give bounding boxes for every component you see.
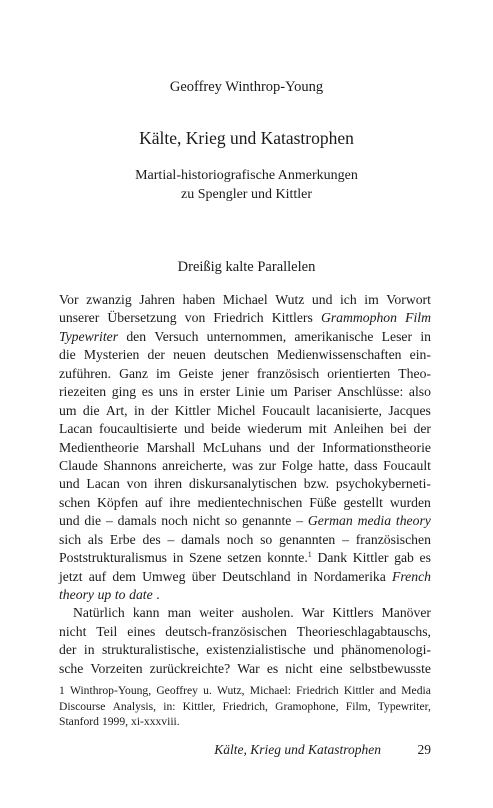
word: Vorzeiten bbox=[90, 660, 143, 676]
word: neuen bbox=[173, 347, 206, 363]
word: der bbox=[59, 642, 77, 658]
word: Übersetzung bbox=[107, 310, 177, 326]
word: Folge bbox=[281, 457, 313, 473]
word: weiter bbox=[199, 605, 234, 621]
word: über bbox=[191, 568, 216, 584]
body-line bbox=[59, 660, 431, 678]
footnote-line bbox=[59, 683, 431, 699]
word: mit bbox=[308, 421, 327, 437]
word: Pariser bbox=[293, 384, 332, 400]
word: Geiste bbox=[178, 365, 214, 381]
word: haben bbox=[182, 292, 216, 307]
footnote-line bbox=[59, 714, 431, 730]
word: up bbox=[97, 587, 112, 602]
word: es bbox=[141, 384, 154, 400]
word: so bbox=[224, 513, 238, 529]
body-line bbox=[59, 365, 431, 383]
word: Teil bbox=[96, 623, 118, 639]
footnote-word: Discourse bbox=[59, 699, 106, 713]
word: wurden bbox=[389, 494, 431, 510]
word: French bbox=[391, 568, 431, 584]
word: nicht bbox=[285, 660, 313, 676]
word: gab bbox=[394, 550, 414, 566]
word: es bbox=[266, 660, 279, 676]
word: und bbox=[59, 513, 80, 529]
word: um bbox=[59, 402, 77, 418]
word: – bbox=[105, 513, 113, 529]
word: Lacan bbox=[86, 476, 120, 492]
body-line bbox=[59, 623, 431, 641]
word: nicht bbox=[192, 513, 221, 529]
word: noch bbox=[161, 513, 188, 529]
word: in bbox=[172, 550, 184, 566]
footnote-word: Michael: bbox=[249, 684, 291, 697]
word: in bbox=[83, 642, 95, 658]
word: den bbox=[126, 328, 147, 344]
word: anreicherte, bbox=[162, 457, 227, 473]
footnote-word: Wutz, bbox=[217, 684, 245, 697]
footnote-line bbox=[59, 699, 431, 715]
chapter-subtitle bbox=[0, 166, 493, 204]
word: Medientheorie bbox=[59, 439, 139, 455]
word: medientechnischen bbox=[197, 494, 303, 510]
word: zuführen. bbox=[59, 365, 112, 381]
word: die bbox=[59, 347, 76, 363]
word: Grammophon bbox=[320, 310, 397, 326]
word: Erbe bbox=[109, 531, 136, 547]
word: deutschen bbox=[213, 347, 269, 363]
body-line bbox=[59, 549, 431, 567]
word: uns bbox=[158, 384, 178, 400]
word: Umweg bbox=[142, 568, 186, 584]
word: in bbox=[133, 402, 145, 418]
word: Typewriter bbox=[59, 328, 119, 344]
word: Medienwissenschaften bbox=[276, 347, 402, 363]
word: Shannons bbox=[103, 457, 157, 473]
body-line bbox=[59, 512, 431, 530]
word: psychokyberneti- bbox=[335, 476, 431, 492]
word: Szene bbox=[188, 550, 222, 566]
word: Kittler bbox=[174, 402, 211, 418]
word: des bbox=[142, 531, 161, 547]
word: Vor bbox=[59, 292, 79, 307]
body-line bbox=[59, 402, 431, 420]
word: dass bbox=[353, 457, 378, 473]
word: Michael bbox=[222, 292, 268, 307]
word: nicht bbox=[59, 623, 87, 639]
word: in bbox=[183, 384, 195, 400]
word: strukturalistische, bbox=[101, 642, 199, 658]
word: ausholen. bbox=[241, 605, 294, 621]
body-line bbox=[59, 420, 431, 438]
word: dem bbox=[112, 568, 136, 584]
word: setzen bbox=[227, 550, 262, 566]
word: Anschlüsse: bbox=[337, 384, 404, 400]
word: die bbox=[82, 402, 100, 418]
word: der bbox=[297, 439, 315, 455]
word: der bbox=[147, 347, 165, 363]
word: Dank bbox=[317, 550, 348, 566]
word: um bbox=[270, 384, 288, 400]
word: media bbox=[357, 513, 392, 529]
word: also bbox=[408, 384, 431, 400]
body-line bbox=[59, 494, 431, 512]
word: lacanisierte, bbox=[316, 402, 382, 418]
word: zwanzig bbox=[86, 292, 132, 307]
word: der bbox=[150, 402, 169, 418]
word: ging bbox=[111, 384, 137, 400]
word: der bbox=[413, 421, 431, 437]
word: theory bbox=[395, 513, 431, 529]
subtitle-line: zu Spengler und Kittler bbox=[180, 187, 313, 202]
word: es bbox=[419, 550, 431, 566]
footnote-word: in: bbox=[163, 699, 176, 713]
word: ihre bbox=[169, 494, 191, 510]
word: – bbox=[296, 513, 304, 529]
word: französischen bbox=[355, 531, 431, 547]
word: Wutz bbox=[275, 292, 305, 307]
word: beide bbox=[211, 421, 241, 437]
body-line bbox=[59, 328, 431, 346]
footnote-word: Geoffrey bbox=[156, 684, 198, 697]
body-line bbox=[59, 531, 431, 549]
word: Versuch bbox=[154, 328, 199, 344]
footnote-word: Film, bbox=[345, 699, 371, 713]
footnote-word: u. bbox=[203, 684, 212, 697]
word: Ganz bbox=[119, 365, 148, 381]
body-text bbox=[59, 291, 431, 678]
word: zurückreichte? bbox=[149, 660, 231, 676]
word: Film bbox=[405, 310, 431, 326]
footnote-ref: 1 bbox=[307, 550, 312, 560]
word: Poststrukturalismus bbox=[59, 550, 167, 566]
word: Friedrich bbox=[213, 310, 264, 326]
word: ihren bbox=[153, 476, 183, 492]
word: Köpfen bbox=[97, 494, 139, 510]
footnote-word: 1 bbox=[59, 684, 65, 697]
word: Kittlers bbox=[332, 605, 374, 621]
word: und bbox=[313, 642, 334, 658]
word: McLuhans bbox=[202, 439, 262, 455]
footnote bbox=[59, 683, 431, 730]
word: – bbox=[342, 531, 349, 547]
word: . bbox=[156, 587, 160, 602]
word: Deutschland bbox=[222, 568, 291, 584]
word: Lacan bbox=[59, 421, 93, 437]
word: als bbox=[87, 531, 104, 547]
word: Art, bbox=[105, 402, 128, 418]
footnote-word: Gramophone, bbox=[275, 699, 339, 713]
word: Leser bbox=[381, 328, 413, 344]
word: französisch bbox=[256, 365, 320, 381]
chapter-title: Kälte, Krieg und Katastrophen bbox=[139, 128, 354, 148]
subtitle-line: Martial-historiografische Anmerkungen bbox=[135, 168, 358, 183]
body-line bbox=[59, 346, 431, 364]
body-line bbox=[59, 641, 431, 659]
footnote-word: Analysis, bbox=[112, 699, 157, 713]
word: im bbox=[156, 365, 171, 381]
word: hatte, bbox=[318, 457, 349, 473]
word: jetzt bbox=[59, 568, 83, 584]
body-line bbox=[59, 383, 431, 401]
word: jener bbox=[221, 365, 249, 381]
word: auf bbox=[88, 568, 107, 584]
word: Manöver bbox=[381, 605, 431, 621]
word: in bbox=[296, 568, 308, 584]
word: riezeiten bbox=[59, 384, 107, 400]
word: diskursanalytischen bbox=[188, 476, 297, 492]
body-line bbox=[59, 475, 431, 493]
section-heading: Dreißig kalte Parallelen bbox=[177, 259, 316, 275]
footnote-word: Friedrich, bbox=[222, 699, 268, 713]
word: auf bbox=[144, 494, 163, 510]
footnote-word: Friedrich bbox=[296, 684, 339, 697]
word: im bbox=[364, 292, 379, 307]
word: ich bbox=[339, 292, 357, 307]
word: Kittlers bbox=[271, 310, 313, 326]
footnote-word: Stanford bbox=[59, 715, 99, 728]
word: foucaultisierte bbox=[99, 421, 178, 437]
word: bzw. bbox=[303, 476, 330, 492]
word: schen bbox=[59, 494, 91, 510]
word: ein- bbox=[409, 347, 431, 363]
word: Vorwort bbox=[386, 292, 431, 307]
word: Anleihen bbox=[333, 421, 384, 437]
word: Füße bbox=[309, 494, 337, 510]
word: genannten bbox=[279, 531, 336, 547]
word: selbstbewusste bbox=[349, 660, 431, 676]
word: was bbox=[231, 457, 254, 473]
footnote-word: Winthrop-Young, bbox=[69, 684, 152, 697]
word: Claude bbox=[59, 457, 98, 473]
footnote-word: Typewriter, bbox=[377, 699, 431, 713]
word: Jahren bbox=[139, 292, 175, 307]
word: Theorieschlagabtauschs, bbox=[296, 623, 431, 639]
word: in bbox=[420, 328, 431, 344]
word: man bbox=[167, 605, 192, 621]
word: Natürlich bbox=[73, 605, 125, 621]
word: Mysterien bbox=[83, 347, 140, 363]
word: wiederum bbox=[247, 421, 302, 437]
word: Foucault bbox=[261, 402, 310, 418]
word: und bbox=[183, 421, 205, 437]
word: orientierten bbox=[327, 365, 391, 381]
word: zur bbox=[258, 457, 277, 473]
word: Michel bbox=[216, 402, 256, 418]
footnote-word: Kittler, bbox=[182, 699, 216, 713]
word: gestellt bbox=[343, 494, 383, 510]
word: und bbox=[59, 476, 80, 492]
word: Kittler bbox=[352, 550, 389, 566]
word: Marshall bbox=[146, 439, 196, 455]
word: date bbox=[129, 587, 153, 602]
word: damals bbox=[181, 531, 220, 547]
footnote-word: 1999, bbox=[101, 715, 129, 728]
word: Foucault bbox=[383, 457, 431, 473]
word: und bbox=[268, 439, 290, 455]
word: von bbox=[184, 310, 206, 326]
word: eines bbox=[127, 623, 156, 639]
body-line bbox=[59, 457, 431, 475]
word: konnte.$^1$ bbox=[267, 550, 312, 566]
word: sche bbox=[59, 660, 84, 676]
page-footer bbox=[59, 742, 431, 760]
footnote-word: and bbox=[379, 684, 397, 697]
word: amerikanische bbox=[294, 328, 374, 344]
word: sich bbox=[59, 531, 82, 547]
word: deutsch-französischen bbox=[165, 623, 287, 639]
word: War bbox=[237, 660, 260, 676]
running-title: Kälte, Krieg und Katastrophen bbox=[214, 742, 381, 757]
footnote-word: Media bbox=[401, 684, 431, 697]
word: bei bbox=[390, 421, 407, 437]
footnote-word: Kittler bbox=[343, 684, 375, 697]
word: War bbox=[301, 605, 325, 621]
word: Nordamerika bbox=[313, 568, 386, 584]
word: Theo- bbox=[398, 365, 431, 381]
word: German bbox=[307, 513, 353, 529]
word: phänomenologi- bbox=[341, 642, 431, 658]
body-line bbox=[59, 291, 431, 309]
word: Informationstheorie bbox=[322, 439, 431, 455]
footnote-word: xi-xxxviii. bbox=[131, 715, 180, 728]
word: noch bbox=[226, 531, 254, 547]
author-name: Geoffrey Winthrop-Young bbox=[169, 79, 324, 95]
word: so bbox=[260, 531, 273, 547]
word: unternommen, bbox=[206, 328, 287, 344]
body-line bbox=[59, 439, 431, 457]
word: theory bbox=[59, 587, 94, 602]
body-line bbox=[59, 586, 431, 604]
word: kann bbox=[132, 605, 160, 621]
word: genannte bbox=[241, 513, 292, 529]
body-line bbox=[59, 604, 431, 622]
body-line bbox=[59, 568, 431, 586]
word: von bbox=[126, 476, 148, 492]
word: erster bbox=[199, 384, 231, 400]
body-line bbox=[59, 309, 431, 327]
word: existenzialistische bbox=[206, 642, 306, 658]
word: und bbox=[311, 292, 333, 307]
page-number: 29 bbox=[417, 742, 431, 757]
word: to bbox=[114, 587, 126, 602]
word: eine bbox=[319, 660, 343, 676]
word: Jacques bbox=[388, 402, 431, 418]
word: – bbox=[167, 531, 175, 547]
word: Linie bbox=[235, 384, 265, 400]
word: die bbox=[84, 513, 102, 529]
word: damals bbox=[117, 513, 157, 529]
word: unserer bbox=[59, 310, 100, 326]
